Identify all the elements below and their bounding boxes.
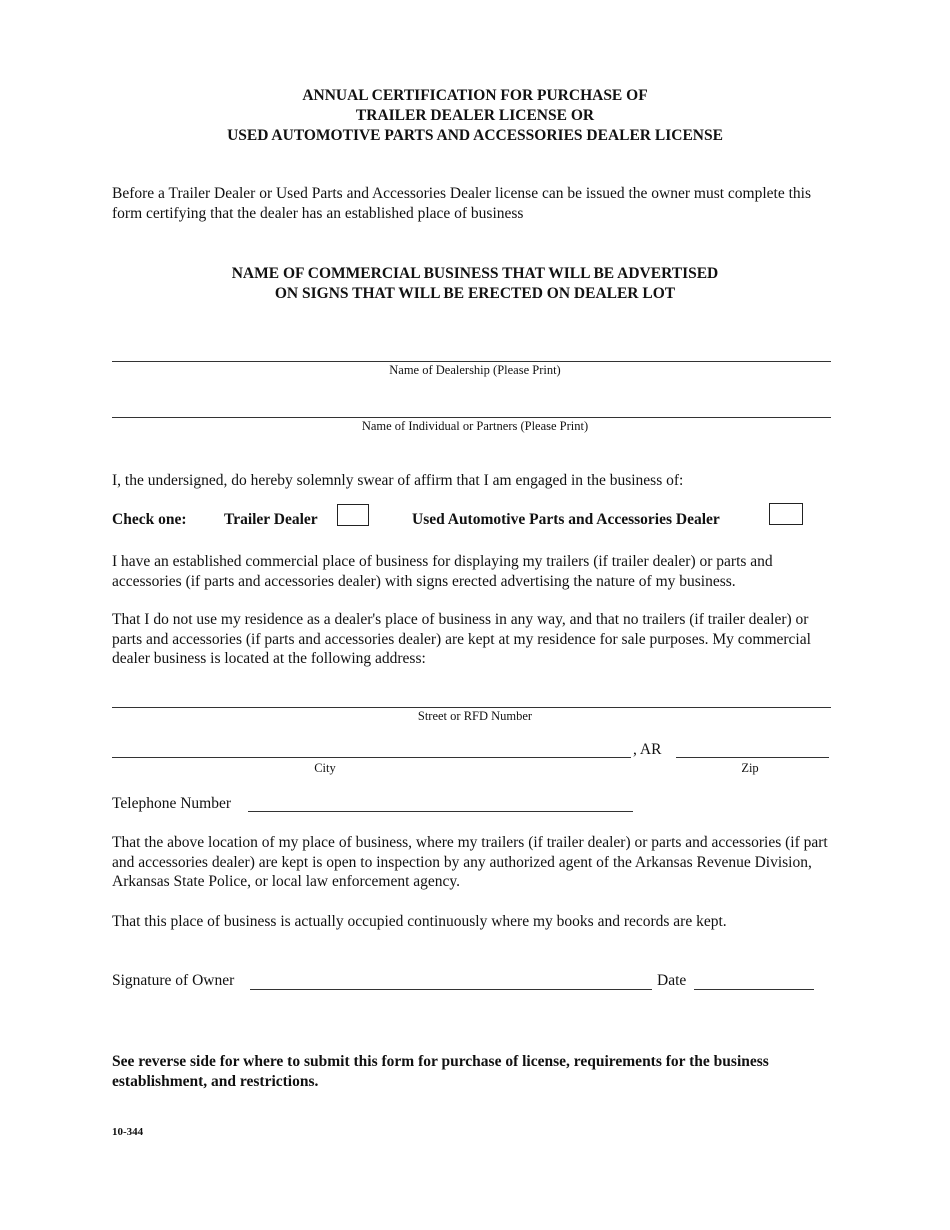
- street-address-field[interactable]: [112, 707, 831, 708]
- title-line-3: USED AUTOMOTIVE PARTS AND ACCESSORIES DEALER LICENSE: [227, 127, 723, 144]
- trailer-dealer-checkbox[interactable]: [337, 504, 369, 526]
- city-field[interactable]: [112, 757, 631, 758]
- individual-name-caption: Name of Individual or Partners (Please Print): [361, 419, 589, 433]
- signature-field[interactable]: [250, 989, 652, 990]
- trailer-dealer-label: Trailer Dealer: [224, 511, 318, 528]
- date-label: Date: [657, 972, 687, 989]
- dealership-name-field[interactable]: [112, 361, 831, 362]
- intro-paragraph: Before a Trailer Dealer or Used Parts and Accessories Dealer license can be issued the owner must complete this form certifying that the dealer has an established place of business: [112, 185, 811, 222]
- parts-dealer-label: Used Automotive Parts and Accessories Dealer: [412, 511, 720, 528]
- date-field[interactable]: [694, 989, 814, 990]
- dealership-name-caption: Name of Dealership (Please Print): [389, 363, 561, 377]
- business-heading-line-2: ON SIGNS THAT WILL BE ERECTED ON DEALER LOT: [274, 285, 676, 302]
- form-number: 10-344: [112, 1126, 144, 1138]
- inspection-paragraph: That the above location of my place of business, where my trailers (if trailer dealer) or parts and accessories (if part and accessories dealer) are kept is open to inspection by any authorized agent of the Arkansas Revenue Division, Arkansas State Police, or local law enforcement agency.: [112, 834, 828, 890]
- form-title: [0, 86, 950, 146]
- check-one-label: Check one:: [112, 511, 187, 528]
- title-line-2: TRAILER DEALER LICENSE OR: [355, 107, 595, 124]
- business-heading-line-1: NAME OF COMMERCIAL BUSINESS THAT WILL BE ADVERTISED: [231, 265, 719, 282]
- signature-label: Signature of Owner: [112, 972, 235, 989]
- business-name-heading: [0, 264, 950, 304]
- zip-field[interactable]: [676, 757, 829, 758]
- established-business-paragraph: I have an established commercial place of business for displaying my trailers (if trailer dealer) or parts and accessories (if parts and accessories dealer) with signs erected advertising the nature of my business.: [112, 553, 773, 590]
- zip-caption: Zip: [741, 761, 759, 775]
- state-label: , AR: [633, 741, 662, 758]
- title-line-1: ANNUAL CERTIFICATION FOR PURCHASE OF: [302, 87, 648, 104]
- telephone-field[interactable]: [248, 811, 633, 812]
- occupied-paragraph: That this place of business is actually occupied continuously where my books and records are kept.: [112, 913, 727, 930]
- individual-name-field[interactable]: [112, 417, 831, 418]
- city-caption: City: [314, 761, 336, 775]
- telephone-label: Telephone Number: [112, 795, 231, 812]
- residence-paragraph: That I do not use my residence as a dealer's place of business in any way, and that no trailers (if trailer dealer) or parts and accessories (if parts and accessories dealer) are kept at my residence for sale purposes. My commercial dealer business is located at the following address:: [112, 611, 811, 667]
- street-caption: Street or RFD Number: [417, 709, 533, 723]
- footer-note: See reverse side for where to submit this form for purchase of license, requirements for the business establishment, and restrictions.: [112, 1053, 769, 1090]
- oath-statement: I, the undersigned, do hereby solemnly swear of affirm that I am engaged in the business of:: [112, 472, 684, 489]
- parts-dealer-checkbox[interactable]: [769, 503, 803, 525]
